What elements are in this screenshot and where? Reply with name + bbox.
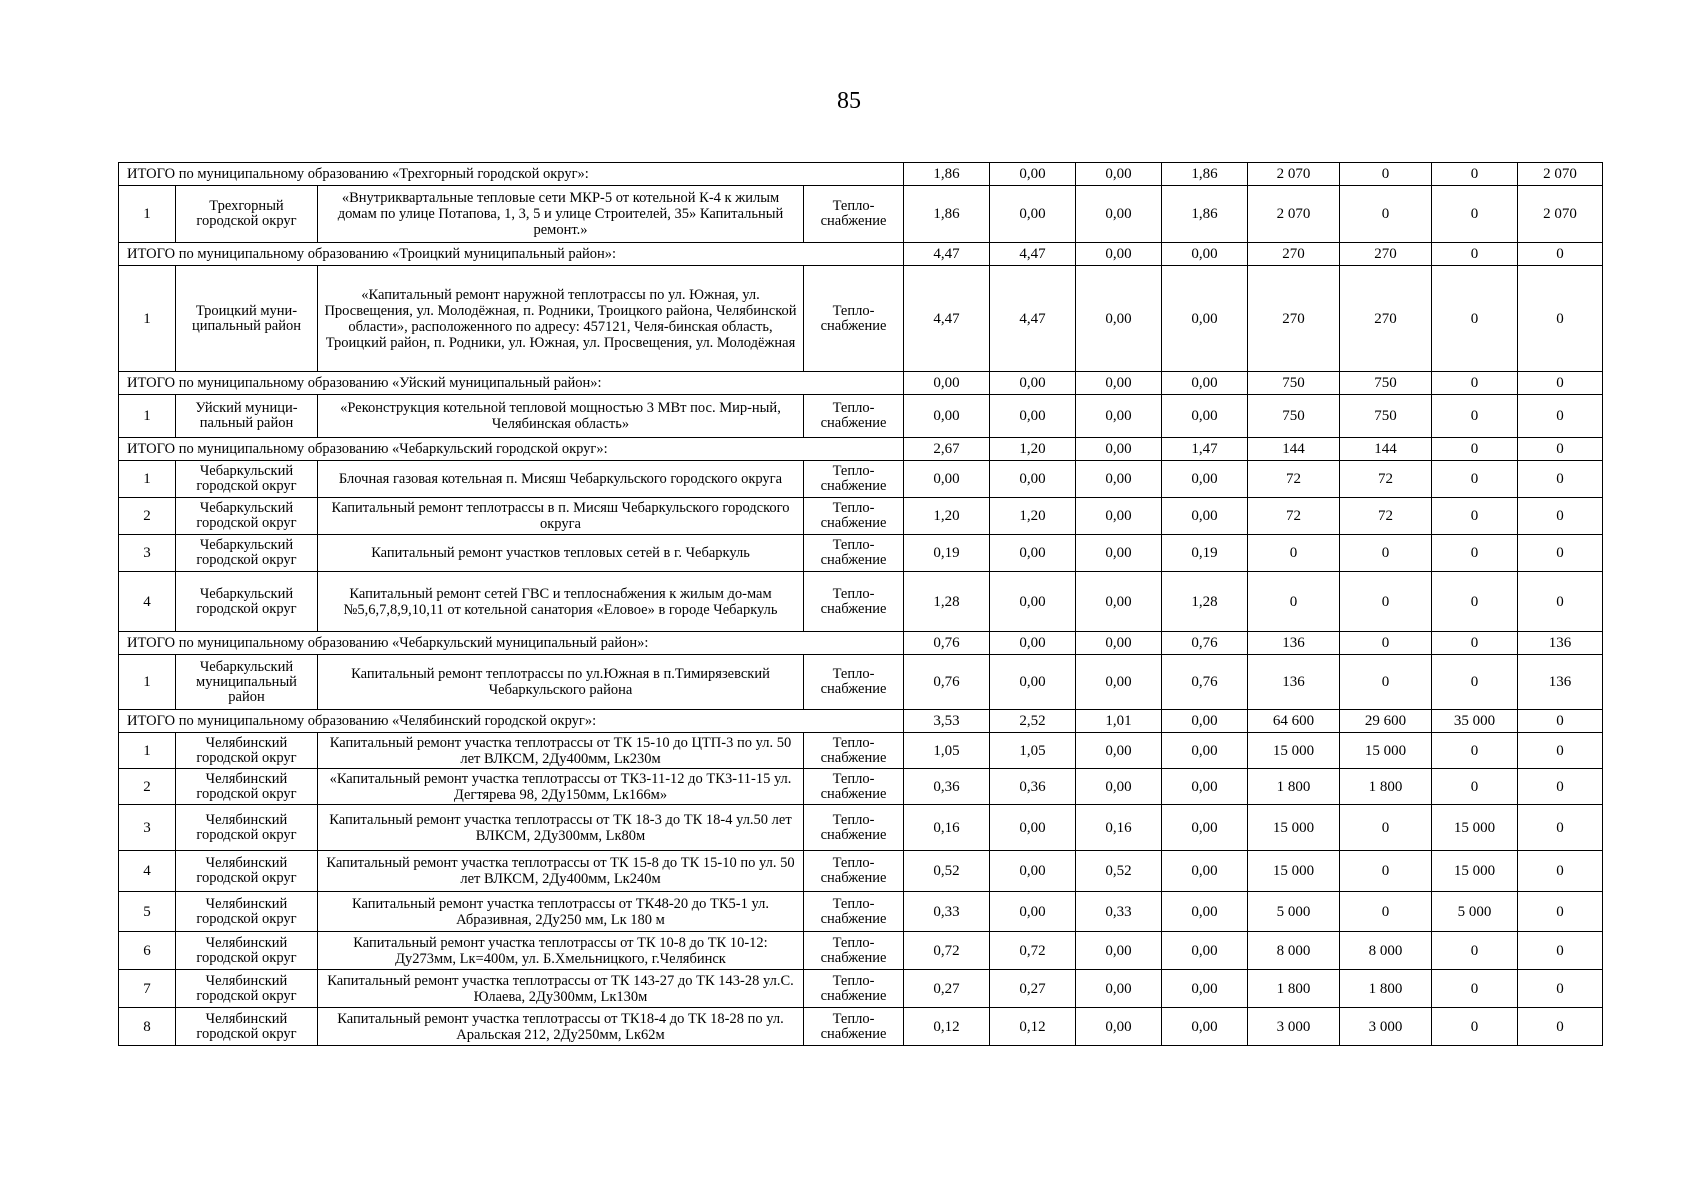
total-row — [119, 163, 1603, 186]
value-cell: 4,47 — [904, 266, 990, 372]
total-value: 4,47 — [904, 243, 990, 266]
total-value: 3,53 — [904, 710, 990, 733]
value-cell: 0,00 — [990, 892, 1076, 932]
project-description: Капитальный ремонт теплотрассы по ул.Южная в п.Тимирязевский Чебаркульского района — [318, 655, 804, 710]
value-cell: 0 — [1432, 535, 1518, 572]
value-cell: 0,16 — [1076, 805, 1162, 851]
total-value: 270 — [1248, 243, 1340, 266]
value-cell: 0,12 — [904, 1008, 990, 1046]
value-cell: 0,52 — [904, 851, 990, 892]
value-cell: 0,00 — [1076, 1008, 1162, 1046]
value-cell: 0 — [1432, 655, 1518, 710]
value-cell: 0 — [1432, 1008, 1518, 1046]
total-value: 0,00 — [990, 163, 1076, 186]
value-cell: 0,00 — [990, 572, 1076, 632]
value-cell: 0 — [1340, 655, 1432, 710]
row-number: 1 — [119, 266, 176, 372]
value-cell: 0,12 — [990, 1008, 1076, 1046]
value-cell: 0,72 — [904, 932, 990, 970]
total-value: 144 — [1248, 438, 1340, 461]
value-cell: 0 — [1518, 851, 1603, 892]
project-description: Капитальный ремонт участка теплотрассы от ТК 143-27 до ТК 143-28 ул.С. Юлаева, 2Ду300мм, Lк130м — [318, 970, 804, 1008]
value-cell: 0,00 — [1076, 498, 1162, 535]
total-value: 0 — [1432, 243, 1518, 266]
value-cell: 0,33 — [904, 892, 990, 932]
value-cell: 0,00 — [1076, 395, 1162, 438]
value-cell: 0,27 — [904, 970, 990, 1008]
value-cell: 3 000 — [1340, 1008, 1432, 1046]
row-number: 2 — [119, 498, 176, 535]
value-cell: 8 000 — [1248, 932, 1340, 970]
total-value: 0 — [1518, 243, 1603, 266]
value-cell: 1,86 — [1162, 186, 1248, 243]
table-row — [119, 535, 1603, 572]
value-cell: 0,00 — [1076, 970, 1162, 1008]
value-cell: 0 — [1340, 892, 1432, 932]
value-cell: 0 — [1340, 186, 1432, 243]
total-value: 0,00 — [990, 372, 1076, 395]
value-cell: 0,00 — [990, 805, 1076, 851]
service-type: Тепло-снабжение — [804, 932, 904, 970]
value-cell: 1,20 — [990, 498, 1076, 535]
total-row — [119, 632, 1603, 655]
project-description: «Внутриквартальные тепловые сети МКР-5 от котельной К-4 к жилым домам по улице Потапова, 1, 3, 5 и улице Строителей, 35» Капитальный ремонт.» — [318, 186, 804, 243]
value-cell: 1,28 — [904, 572, 990, 632]
value-cell: 0 — [1340, 805, 1432, 851]
total-value: 0 — [1340, 163, 1432, 186]
total-value: 1,86 — [1162, 163, 1248, 186]
value-cell: 0 — [1518, 892, 1603, 932]
value-cell: 0,00 — [1162, 892, 1248, 932]
total-value: 0 — [1518, 438, 1603, 461]
value-cell: 0,16 — [904, 805, 990, 851]
value-cell: 0 — [1432, 970, 1518, 1008]
total-value: 2,52 — [990, 710, 1076, 733]
value-cell: 0,00 — [1162, 461, 1248, 498]
municipality-cell: Челябинский городской округ — [176, 892, 318, 932]
service-type: Тепло-снабжение — [804, 186, 904, 243]
value-cell: 1 800 — [1340, 769, 1432, 805]
row-number: 2 — [119, 769, 176, 805]
project-description: Капитальный ремонт участка теплотрассы от ТК 15-10 до ЦТП-3 по ул. 50 лет ВЛКСМ, 2Ду400мм, Lк230м — [318, 733, 804, 769]
value-cell: 0 — [1432, 572, 1518, 632]
municipality-cell: Челябинский городской округ — [176, 932, 318, 970]
total-value: 144 — [1340, 438, 1432, 461]
municipality-cell: Чебаркульский городской округ — [176, 461, 318, 498]
value-cell: 0,00 — [990, 535, 1076, 572]
total-value: 2 070 — [1518, 163, 1603, 186]
municipality-cell: Чебаркульский городской округ — [176, 572, 318, 632]
value-cell: 0,33 — [1076, 892, 1162, 932]
value-cell: 0,00 — [1076, 655, 1162, 710]
project-description: «Капитальный ремонт наружной теплотрассы по ул. Южная, ул. Просвещения, ул. Молодёжная, п. Родники, Троицкого района, Челябинской области», расположенного по адресу: 457121, Челя-бинская область, Троицкий район, п. Родники, ул. Южная, ул. Просвещения, ул. Молодёжная — [318, 266, 804, 372]
value-cell: 0 — [1432, 395, 1518, 438]
project-description: «Реконструкция котельной тепловой мощностью 3 МВт пос. Мир-ный, Челябинская область» — [318, 395, 804, 438]
value-cell: 0,00 — [990, 851, 1076, 892]
value-cell: 15 000 — [1248, 733, 1340, 769]
municipality-cell: Трехгорный городской округ — [176, 186, 318, 243]
table-row — [119, 733, 1603, 769]
value-cell: 0,00 — [1162, 1008, 1248, 1046]
value-cell: 0 — [1518, 535, 1603, 572]
service-type: Тепло-снабжение — [804, 892, 904, 932]
value-cell: 72 — [1340, 461, 1432, 498]
value-cell: 0,00 — [1162, 769, 1248, 805]
project-description: Капитальный ремонт сетей ГВС и теплоснабжения к жилым до-мам №5,6,7,8,9,10,11 от котельной санатория «Еловое» в городе Чебаркуль — [318, 572, 804, 632]
total-value: 0 — [1340, 632, 1432, 655]
row-number: 4 — [119, 572, 176, 632]
value-cell: 0,00 — [1076, 572, 1162, 632]
total-row — [119, 243, 1603, 266]
row-number: 1 — [119, 395, 176, 438]
municipality-cell: Троицкий муни-ципальный район — [176, 266, 318, 372]
value-cell: 3 000 — [1248, 1008, 1340, 1046]
value-cell: 0 — [1432, 932, 1518, 970]
service-type: Тепло-снабжение — [804, 970, 904, 1008]
value-cell: 270 — [1340, 266, 1432, 372]
total-label: ИТОГО по муниципальному образованию «Трехгорный городской округ»: — [119, 163, 904, 186]
value-cell: 0,00 — [1162, 733, 1248, 769]
table-row — [119, 655, 1603, 710]
value-cell: 0 — [1248, 572, 1340, 632]
row-number: 8 — [119, 1008, 176, 1046]
value-cell: 0 — [1518, 769, 1603, 805]
value-cell: 1,05 — [904, 733, 990, 769]
total-value: 750 — [1248, 372, 1340, 395]
value-cell: 0,00 — [1162, 498, 1248, 535]
table-row — [119, 970, 1603, 1008]
value-cell: 8 000 — [1340, 932, 1432, 970]
value-cell: 0,00 — [990, 461, 1076, 498]
municipality-cell: Уйский муници-пальный район — [176, 395, 318, 438]
value-cell: 0 — [1518, 498, 1603, 535]
total-row — [119, 438, 1603, 461]
value-cell: 0 — [1518, 970, 1603, 1008]
value-cell: 0 — [1432, 461, 1518, 498]
total-value: 2 070 — [1248, 163, 1340, 186]
value-cell: 2 070 — [1518, 186, 1603, 243]
row-number: 3 — [119, 535, 176, 572]
service-type: Тепло-снабжение — [804, 733, 904, 769]
total-value: 29 600 — [1340, 710, 1432, 733]
total-value: 0,00 — [1076, 372, 1162, 395]
table-row — [119, 266, 1603, 372]
total-value: 0 — [1432, 372, 1518, 395]
value-cell: 0,00 — [1076, 769, 1162, 805]
value-cell: 0,19 — [904, 535, 990, 572]
table-row — [119, 769, 1603, 805]
service-type: Тепло-снабжение — [804, 498, 904, 535]
total-value: 0 — [1432, 632, 1518, 655]
value-cell: 72 — [1248, 498, 1340, 535]
value-cell: 136 — [1248, 655, 1340, 710]
total-value: 0 — [1432, 163, 1518, 186]
total-row — [119, 710, 1603, 733]
value-cell: 0 — [1518, 461, 1603, 498]
municipality-cell: Челябинский городской округ — [176, 733, 318, 769]
row-number: 3 — [119, 805, 176, 851]
project-description: Капитальный ремонт участка теплотрассы от ТК18-4 до ТК 18-28 по ул. Аральская 212, 2Ду250мм, Lк62м — [318, 1008, 804, 1046]
municipality-cell: Челябинский городской округ — [176, 769, 318, 805]
municipality-cell: Чебаркульский городской округ — [176, 498, 318, 535]
value-cell: 0 — [1340, 535, 1432, 572]
value-cell: 0 — [1248, 535, 1340, 572]
heat-supply-table — [118, 162, 1603, 1046]
value-cell: 0,72 — [990, 932, 1076, 970]
total-value: 0,00 — [1162, 372, 1248, 395]
total-value: 0,00 — [904, 372, 990, 395]
value-cell: 0,76 — [1162, 655, 1248, 710]
value-cell: 1,86 — [904, 186, 990, 243]
row-number: 5 — [119, 892, 176, 932]
total-label: ИТОГО по муниципальному образованию «Чебаркульский городской округ»: — [119, 438, 904, 461]
value-cell: 0,00 — [1076, 266, 1162, 372]
value-cell: 2 070 — [1248, 186, 1340, 243]
service-type: Тепло-снабжение — [804, 535, 904, 572]
value-cell: 1,05 — [990, 733, 1076, 769]
table-row — [119, 498, 1603, 535]
value-cell: 270 — [1248, 266, 1340, 372]
municipality-cell: Челябинский городской округ — [176, 805, 318, 851]
total-value: 4,47 — [990, 243, 1076, 266]
value-cell: 0 — [1518, 1008, 1603, 1046]
project-description: Капитальный ремонт участка теплотрассы от ТК 10-8 до ТК 10-12: Ду273мм, Lк=400м, ул. Б.Хмельницкого, г.Челябинск — [318, 932, 804, 970]
total-value: 35 000 — [1432, 710, 1518, 733]
municipality-cell: Чебаркульский муниципальный район — [176, 655, 318, 710]
value-cell: 1 800 — [1248, 769, 1340, 805]
project-description: Капитальный ремонт теплотрассы в п. Мисяш Чебаркульского городского округа — [318, 498, 804, 535]
value-cell: 0,00 — [1162, 932, 1248, 970]
total-label: ИТОГО по муниципальному образованию «Уйский муниципальный район»: — [119, 372, 904, 395]
total-value: 0,00 — [1076, 243, 1162, 266]
value-cell: 0,00 — [1162, 266, 1248, 372]
value-cell: 0,00 — [1076, 535, 1162, 572]
total-value: 0,00 — [1162, 243, 1248, 266]
value-cell: 0,00 — [1162, 395, 1248, 438]
total-value: 0 — [1432, 438, 1518, 461]
value-cell: 0,36 — [990, 769, 1076, 805]
value-cell: 0 — [1340, 572, 1432, 632]
total-value: 1,47 — [1162, 438, 1248, 461]
value-cell: 0,00 — [1162, 970, 1248, 1008]
service-type: Тепло-снабжение — [804, 572, 904, 632]
page-number: 85 — [837, 88, 861, 114]
total-label: ИТОГО по муниципальному образованию «Челябинский городской округ»: — [119, 710, 904, 733]
value-cell: 0,00 — [1076, 186, 1162, 243]
total-value: 0,00 — [1076, 438, 1162, 461]
service-type: Тепло-снабжение — [804, 266, 904, 372]
row-number: 1 — [119, 733, 176, 769]
row-number: 1 — [119, 186, 176, 243]
value-cell: 15 000 — [1432, 805, 1518, 851]
project-description: Блочная газовая котельная п. Мисяш Чебаркульского городского округа — [318, 461, 804, 498]
total-label: ИТОГО по муниципальному образованию «Троицкий муниципальный район»: — [119, 243, 904, 266]
table-row — [119, 395, 1603, 438]
value-cell: 1 800 — [1248, 970, 1340, 1008]
total-label: ИТОГО по муниципальному образованию «Чебаркульский муниципальный район»: — [119, 632, 904, 655]
value-cell: 136 — [1518, 655, 1603, 710]
value-cell: 72 — [1248, 461, 1340, 498]
value-cell: 0,36 — [904, 769, 990, 805]
project-description: «Капитальный ремонт участка теплотрассы от ТК3-11-12 до ТК3-11-15 ул. Дегтярева 98, 2Ду150мм, Lк166м» — [318, 769, 804, 805]
total-value: 0,00 — [990, 632, 1076, 655]
value-cell: 15 000 — [1248, 805, 1340, 851]
value-cell: 0 — [1432, 769, 1518, 805]
row-number: 1 — [119, 461, 176, 498]
value-cell: 0 — [1518, 733, 1603, 769]
total-value: 0 — [1518, 372, 1603, 395]
total-value: 0,00 — [1162, 710, 1248, 733]
service-type: Тепло-снабжение — [804, 769, 904, 805]
service-type: Тепло-снабжение — [804, 1008, 904, 1046]
value-cell: 0 — [1340, 851, 1432, 892]
value-cell: 15 000 — [1248, 851, 1340, 892]
value-cell: 5 000 — [1248, 892, 1340, 932]
value-cell: 0,27 — [990, 970, 1076, 1008]
service-type: Тепло-снабжение — [804, 395, 904, 438]
table-row — [119, 461, 1603, 498]
service-type: Тепло-снабжение — [804, 851, 904, 892]
value-cell: 0,19 — [1162, 535, 1248, 572]
value-cell: 4,47 — [990, 266, 1076, 372]
value-cell: 0,00 — [990, 186, 1076, 243]
value-cell: 0,00 — [990, 655, 1076, 710]
project-description: Капитальный ремонт участков тепловых сетей в г. Чебаркуль — [318, 535, 804, 572]
total-value: 2,67 — [904, 438, 990, 461]
municipality-cell: Чебаркульский городской округ — [176, 535, 318, 572]
value-cell: 0,00 — [1076, 461, 1162, 498]
service-type: Тепло-снабжение — [804, 655, 904, 710]
row-number: 4 — [119, 851, 176, 892]
value-cell: 0,00 — [1076, 733, 1162, 769]
municipality-cell: Челябинский городской округ — [176, 1008, 318, 1046]
value-cell: 0 — [1432, 498, 1518, 535]
value-cell: 1 800 — [1340, 970, 1432, 1008]
value-cell: 5 000 — [1432, 892, 1518, 932]
value-cell: 0,52 — [1076, 851, 1162, 892]
value-cell: 0 — [1518, 932, 1603, 970]
value-cell: 0 — [1518, 805, 1603, 851]
row-number: 7 — [119, 970, 176, 1008]
total-value: 64 600 — [1248, 710, 1340, 733]
value-cell: 0 — [1432, 733, 1518, 769]
value-cell: 0,00 — [904, 461, 990, 498]
total-value: 0,00 — [1076, 163, 1162, 186]
total-value: 136 — [1518, 632, 1603, 655]
value-cell: 0 — [1432, 266, 1518, 372]
value-cell: 1,20 — [904, 498, 990, 535]
total-value: 750 — [1340, 372, 1432, 395]
value-cell: 750 — [1340, 395, 1432, 438]
value-cell: 15 000 — [1340, 733, 1432, 769]
project-description: Капитальный ремонт участка теплотрассы от ТК 15-8 до ТК 15-10 по ул. 50 лет ВЛКСМ, 2Ду400мм, Lк240м — [318, 851, 804, 892]
value-cell: 0 — [1432, 186, 1518, 243]
value-cell: 1,28 — [1162, 572, 1248, 632]
table-row — [119, 572, 1603, 632]
municipality-cell: Челябинский городской округ — [176, 851, 318, 892]
value-cell: 0 — [1518, 395, 1603, 438]
table-row — [119, 186, 1603, 243]
total-value: 0,76 — [1162, 632, 1248, 655]
total-value: 0,76 — [904, 632, 990, 655]
total-value: 0 — [1518, 710, 1603, 733]
value-cell: 0 — [1518, 266, 1603, 372]
service-type: Тепло-снабжение — [804, 805, 904, 851]
value-cell: 0,76 — [904, 655, 990, 710]
table-row — [119, 892, 1603, 932]
value-cell: 15 000 — [1432, 851, 1518, 892]
table-row — [119, 932, 1603, 970]
project-description: Капитальный ремонт участка теплотрассы от ТК48-20 до ТК5-1 ул. Абразивная, 2Ду250 мм, Lк 180 м — [318, 892, 804, 932]
value-cell: 72 — [1340, 498, 1432, 535]
total-value: 1,20 — [990, 438, 1076, 461]
row-number: 1 — [119, 655, 176, 710]
total-value: 136 — [1248, 632, 1340, 655]
row-number: 6 — [119, 932, 176, 970]
table-row — [119, 1008, 1603, 1046]
value-cell: 0,00 — [1076, 932, 1162, 970]
municipality-cell: Челябинский городской округ — [176, 970, 318, 1008]
project-description: Капитальный ремонт участка теплотрассы от ТК 18-3 до ТК 18-4 ул.50 лет ВЛКСМ, 2Ду300мм, Lк80м — [318, 805, 804, 851]
total-value: 1,01 — [1076, 710, 1162, 733]
value-cell: 0,00 — [904, 395, 990, 438]
value-cell: 0,00 — [1162, 805, 1248, 851]
value-cell: 0,00 — [1162, 851, 1248, 892]
table-row — [119, 851, 1603, 892]
value-cell: 0 — [1518, 572, 1603, 632]
service-type: Тепло-снабжение — [804, 461, 904, 498]
total-value: 270 — [1340, 243, 1432, 266]
total-value: 0,00 — [1076, 632, 1162, 655]
value-cell: 0,00 — [990, 395, 1076, 438]
total-row — [119, 372, 1603, 395]
total-value: 1,86 — [904, 163, 990, 186]
table-row — [119, 805, 1603, 851]
value-cell: 750 — [1248, 395, 1340, 438]
